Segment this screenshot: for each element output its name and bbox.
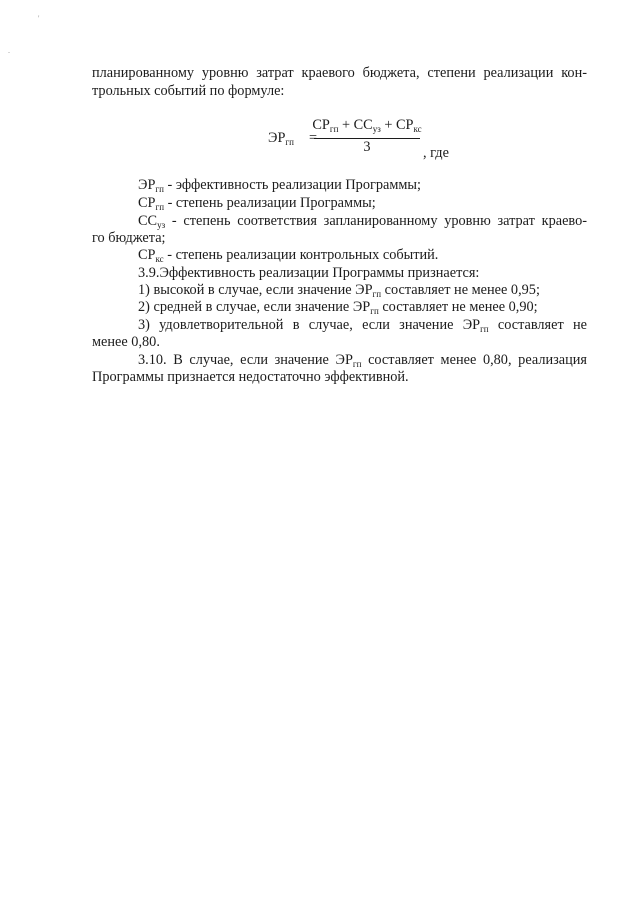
formula-equals: = bbox=[309, 130, 318, 146]
section-3-9-heading: 3.9.Эффективность реализации Программы признается: bbox=[138, 265, 480, 281]
intro-line-1: планированному уровню затрат краевого бюджета, степени реализации кон- bbox=[92, 65, 587, 81]
formula-lhs: $ЭР_{гп}$ bbox=[268, 130, 294, 147]
definition-ss-uz: $СС_{уз}$ - степень соответствия запланированному уровню затрат краево- bbox=[138, 213, 587, 230]
intro-line-2: трольных событий по формуле: bbox=[92, 83, 285, 99]
criterion-high: 1) высокой в случае, если значение $ЭР_{гп}$ составляет не менее 0,95; bbox=[138, 282, 540, 299]
definition-ss-uz-continuation: го бюджета; bbox=[92, 230, 166, 246]
criterion-satisfactory: 3) удовлетворительной в случае, если значение $ЭР_{гп}$ составляет не bbox=[138, 317, 587, 334]
definition-er-gp: $ЭР_{гп}$ - эффективность реализации Программы; bbox=[138, 177, 422, 194]
section-3-10-continuation: Программы признается недостаточно эффективной. bbox=[92, 369, 409, 385]
scan-mark: ' bbox=[38, 14, 40, 23]
criterion-medium: 2) средней в случае, если значение $ЭР_{гп}$ составляет не менее 0,90; bbox=[138, 299, 538, 316]
section-3-10: 3.10. В случае, если значение $ЭР_{гп}$ составляет менее 0,80, реализация bbox=[138, 352, 587, 369]
definition-sr-ks: $СР_{кс}$ - степень реализации контрольных событий. bbox=[138, 247, 439, 264]
formula-denominator: 3 bbox=[363, 139, 371, 155]
formula-where: , где bbox=[423, 145, 449, 161]
scan-mark: . bbox=[8, 46, 10, 55]
formula-numerator: $СР_{гп} + СС_{уз} + СР_{кс}$ bbox=[312, 117, 422, 134]
criterion-satisfactory-continuation: менее 0,80. bbox=[92, 334, 160, 350]
definition-sr-gp: $СР_{гп}$ - степень реализации Программы; bbox=[138, 195, 376, 212]
